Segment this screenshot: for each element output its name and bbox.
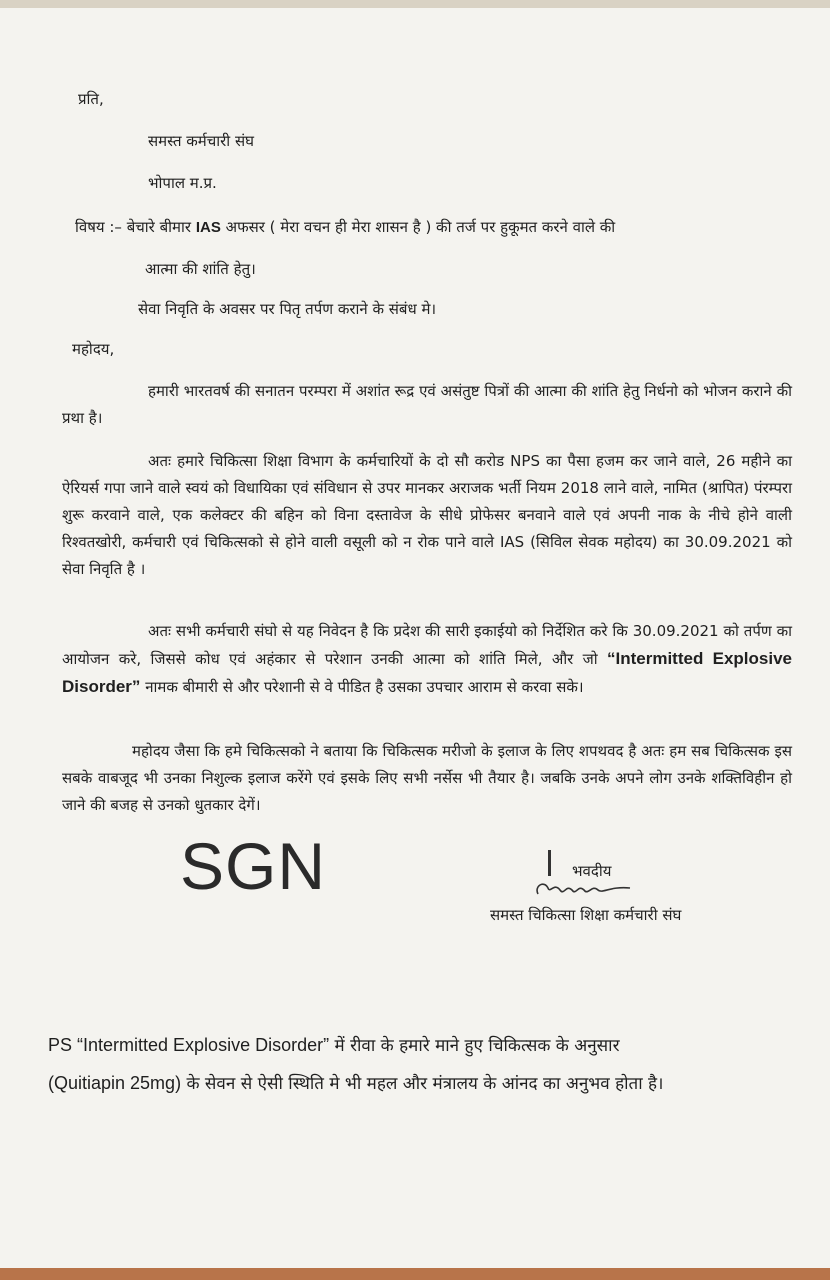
paragraph-2: अतः हमारे चिकित्सा शिक्षा विभाग के कर्मचारियों के दो सौ करोड NPS का पैसा हजम कर जाने वाले, 26 महीने का ऐरियर्स गपा जाने वाले स्वयं को विधायिका एवं संविधान से उपर मानकर अराजक भर्ती नियम 2018 लाने वाले, नामित (श्रापित) पंरम्परा शुरू करवाने वाले, एक कलेक्टर की बहिन को विना दस्तावेज के सीधे प्रोफेसर बनवाने वाले एवं अपनी नाक के नीचे होने वाली रिश्वतखोरी, कर्मचारी एवं चिकित्सको से होने वाली वसूली को न रोक पाने वाले IAS (सिविल सेवक महोदय) का 30.09.2021 को सेवा निवृति है । [62, 452, 792, 578]
paper-edge-top [0, 0, 830, 8]
subject-label: विषय :– [75, 218, 122, 236]
paragraph-4: महोदय जैसा कि हमे चिकित्सको ने बताया कि चिकित्सक मरीजो के इलाज के लिए शपथवद है अतः हम सब चिकित्सक इस सबके वाबजूद भी उनका निशुल्क इलाज करेंगे एवं इसके लिए सभी नर्सेस भी तैयार है। जबकि उनके अपने लोग उनके शक्तिविहीन हो जाने की बजह से उनको धुतकार देगें। [62, 742, 792, 814]
ps-line-1 [48, 1028, 620, 1063]
subject-text-pre: बेचारे बीमार [126, 218, 192, 236]
subject-line-2: आत्मा की शांति हेतु। [145, 260, 256, 278]
ps-line-1-rest: में रीवा के हमारे माने हुए चिकित्सक के अनुसार [329, 1036, 620, 1056]
paragraph-3-pre: अतः सभी कर्मचारी संघो से यह निवेदन है कि प्रदेश की सारी इकाईयो को निर्देशित करे कि 30.09.2021 को तर्पण का आयोजन करे, जिससे कोध एवं अहंकार से परेशान उनकी आत्मा को शांति मिले, और जो [62, 622, 792, 668]
paragraph-1: हमारी भारतवर्ष की सनातन परम्परा में अशांत रूद्र एवं असंतुष्ट पित्रों की आत्मा की शांति हेतु निर्धनो को भोजन कराने की प्रथा है। [62, 382, 792, 427]
paper-edge-bottom [0, 1268, 830, 1280]
ps-line-2-rest: के सेवन से ऐसी स्थिति मे भी महल और मंत्रालय के आंनद का अनुभव होता है। [181, 1074, 664, 1094]
signature-stroke [548, 850, 551, 876]
subject-text-post: अफसर ( मेरा वचन ही मेरा शासन है ) की तर्ज पर हुकूमत करने वाले की [225, 218, 616, 236]
recipient-city: भोपाल म.प्र. [148, 174, 217, 192]
sgn-stamp: SGN [180, 829, 327, 903]
subject-ias: IAS [195, 219, 221, 236]
disorder-name: “Intermitted Explosive Disorder” [62, 649, 792, 696]
signature-scribble [530, 876, 640, 902]
subject-line-1 [75, 214, 795, 241]
recipient-name: समस्त कर्मचारी संघ [148, 132, 254, 150]
signatory: समस्त चिकित्सा शिक्षा कर्मचारी संघ [490, 906, 682, 924]
ps-disorder-label: PS “Intermitted Explosive Disorder” [48, 1035, 330, 1055]
paragraph-3-post: नामक बीमारी से और परेशानी से वे पीडित है उसका उपचार आराम से करवा सके। [140, 678, 584, 696]
subject-line-3: सेवा निवृति के अवसर पर पितृ तर्पण कराने के संबंध मे। [138, 300, 437, 318]
closing: भवदीय [572, 862, 612, 880]
ps-drug: (Quitiapin 25mg) [48, 1073, 182, 1093]
addressee-prefix: प्रति, [78, 90, 104, 108]
paragraph-3 [62, 618, 792, 701]
salutation: महोदय, [72, 340, 115, 358]
ps-line-2 [48, 1066, 663, 1101]
